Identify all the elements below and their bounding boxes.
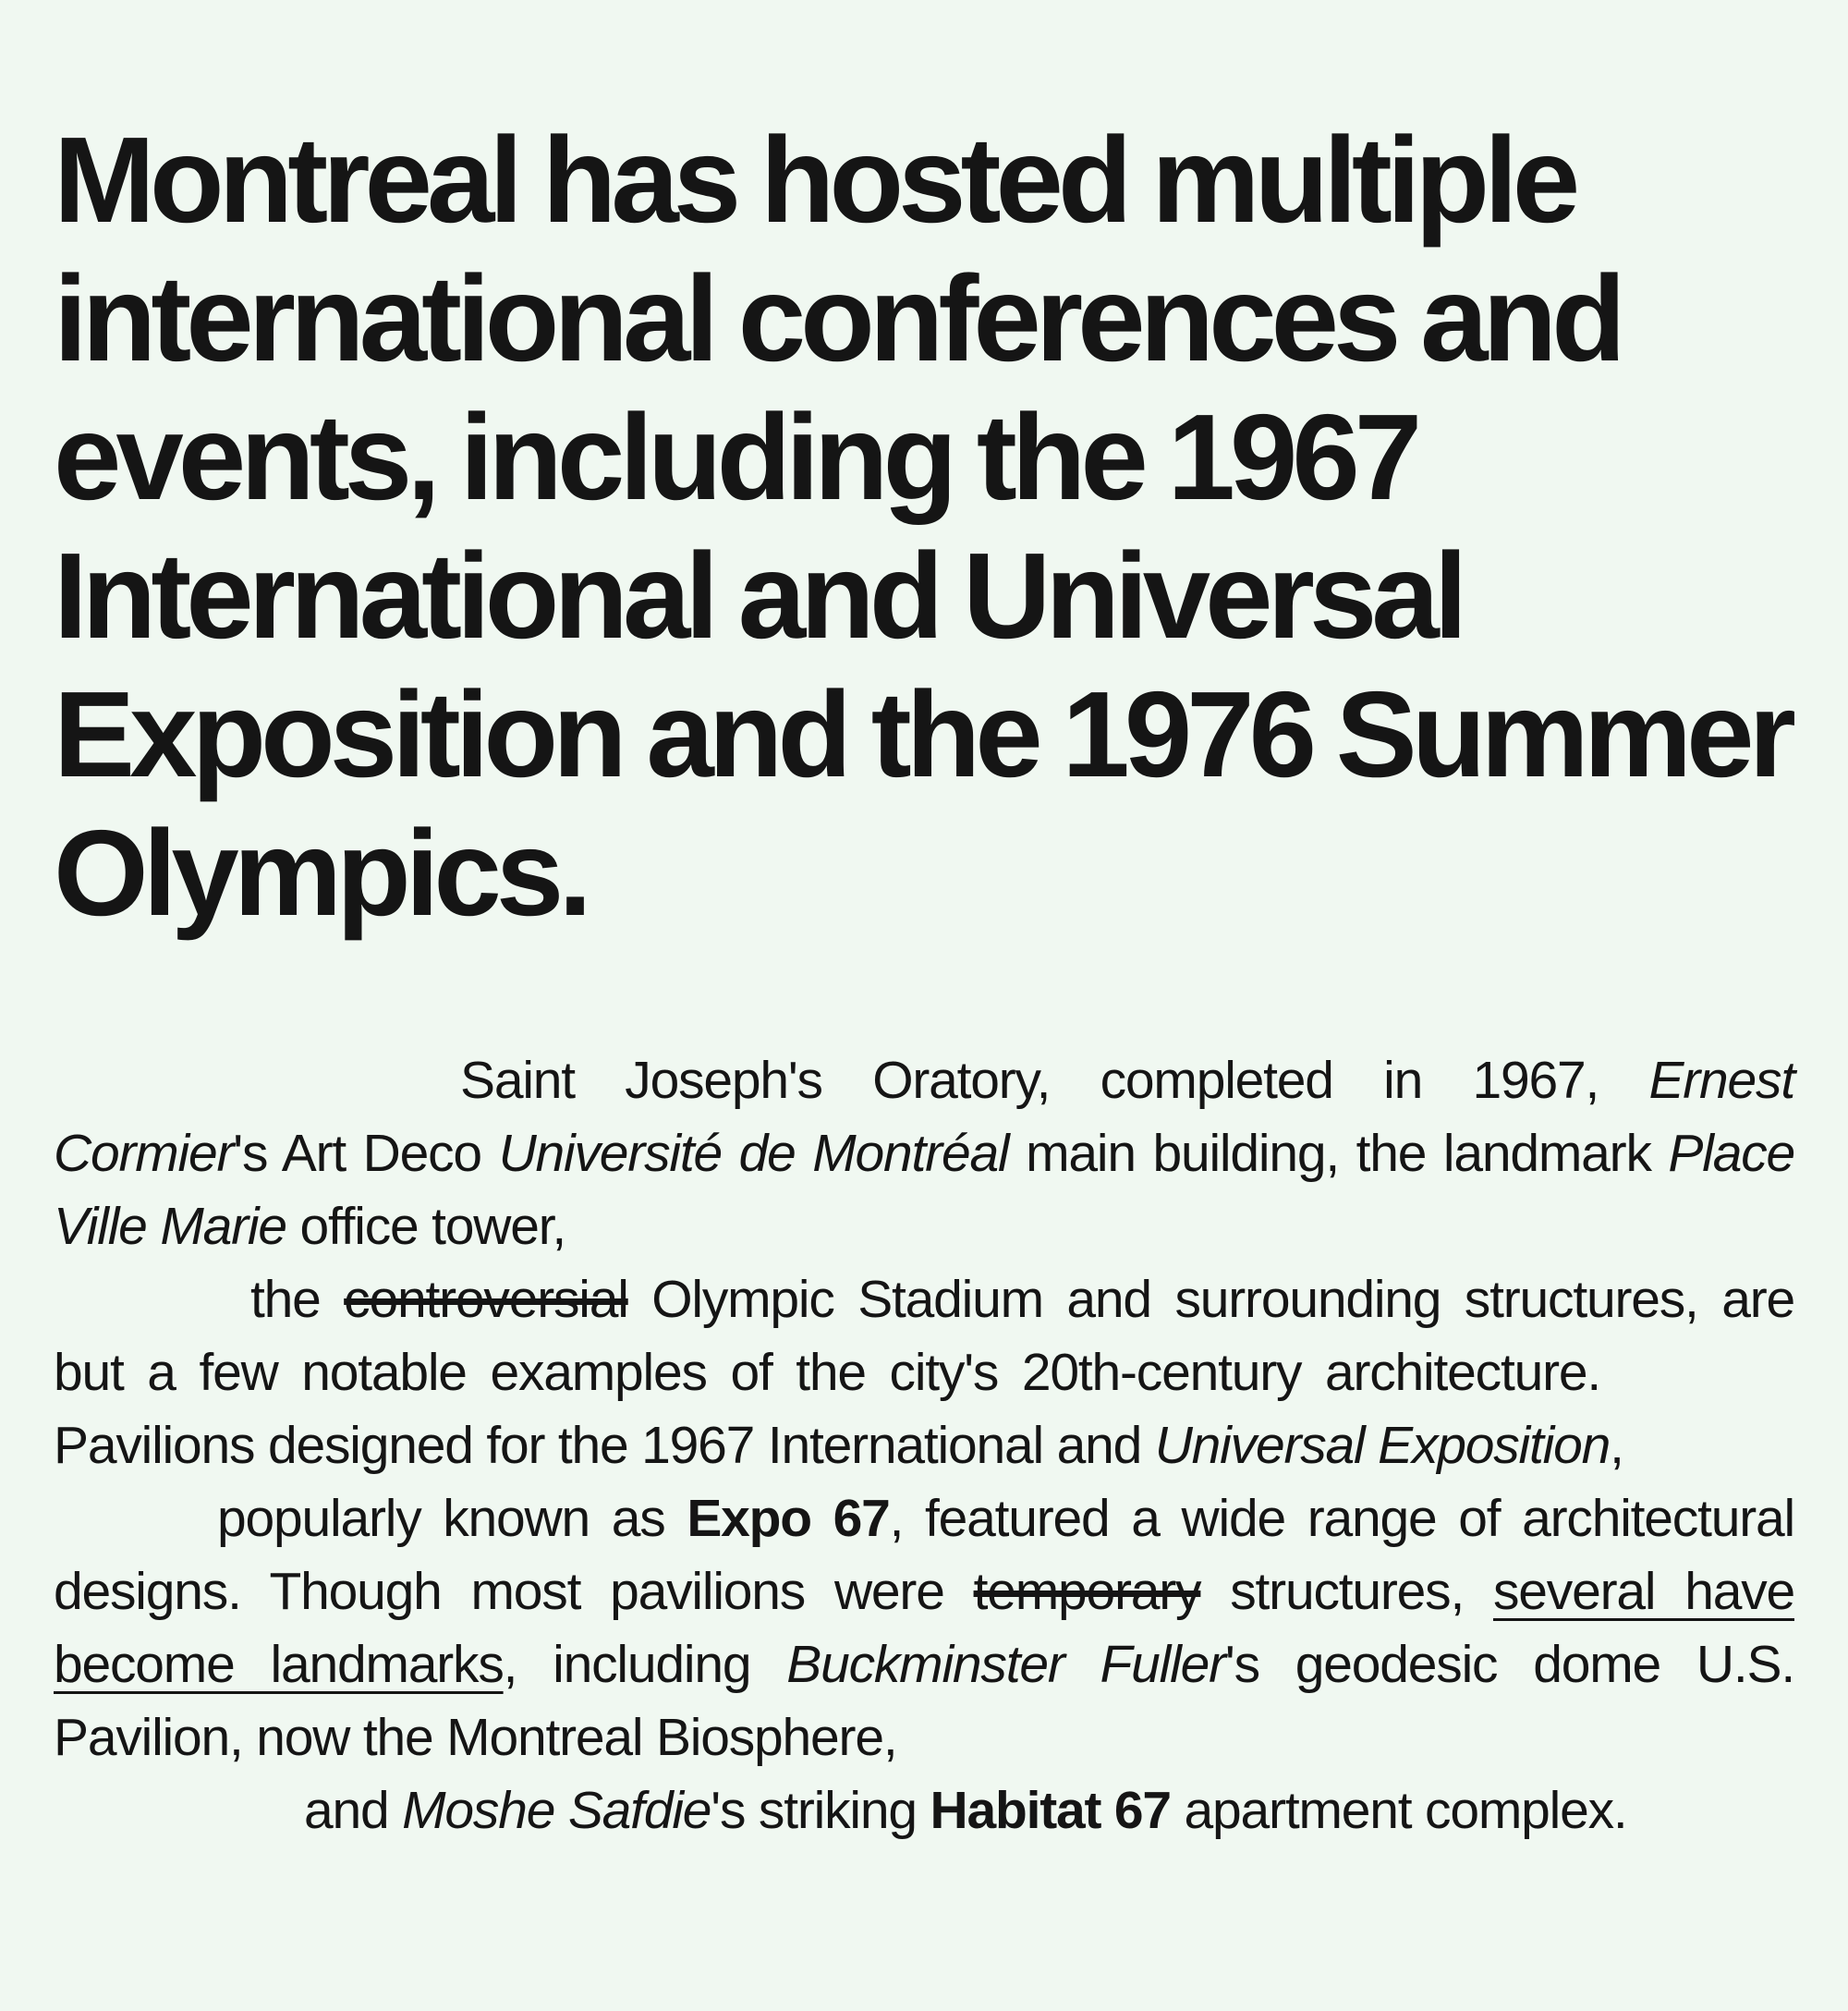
- struck-word: controversial: [344, 1270, 628, 1329]
- text-run: , featured a wide range of architectural designs. Though most pavilions were: [54, 1489, 1794, 1621]
- italic-name: Ernest Cormier: [54, 1051, 1794, 1183]
- text-run: and: [304, 1781, 403, 1840]
- headline: Montreal has hosted multiple international conferences and events, including the 1967 International and Universal Exposition and the 1976 Summer Olympics.: [54, 112, 1791, 941]
- underlined-phrase: several have become landmarks: [54, 1562, 1794, 1694]
- text-run: popularly known as: [217, 1489, 687, 1548]
- text-run: 's striking: [711, 1781, 930, 1840]
- text-run: Pavilions designed for the 1967 International and: [54, 1416, 1155, 1475]
- bold-term: Expo 67: [687, 1489, 890, 1548]
- italic-name: Buckminster Fuller: [786, 1635, 1225, 1694]
- paragraph-3: [54, 1482, 1794, 1774]
- bold-term: Habitat 67: [930, 1781, 1171, 1840]
- text-run: Olympic Stadium and surrounding structures, are but a few notable examples of the city's 20th-century architecture.: [54, 1270, 1794, 1402]
- paragraph-4: [54, 1774, 1794, 1847]
- italic-name: Université de Montréal: [498, 1124, 1009, 1183]
- text-run: the: [250, 1270, 345, 1329]
- text-run: main building, the landmark: [1008, 1124, 1669, 1183]
- text-run: office tower,: [286, 1197, 566, 1256]
- italic-name: Place Ville Marie: [54, 1124, 1794, 1256]
- text-run: 's Art Deco: [233, 1124, 499, 1183]
- struck-word: temporary: [973, 1562, 1201, 1621]
- paragraph-2: [54, 1263, 1794, 1482]
- text-run: ,: [1610, 1416, 1623, 1475]
- text-run: structures,: [1200, 1562, 1493, 1621]
- text-run: , including: [503, 1635, 787, 1694]
- body-text: [54, 1044, 1794, 1847]
- paragraph-1: [54, 1044, 1794, 1263]
- text-run: 's geodesic dome U.S. Pavilion, now the Montreal Biosphere,: [54, 1635, 1794, 1767]
- text-run: apartment complex.: [1170, 1781, 1627, 1840]
- italic-name: Moshe Safdie: [402, 1781, 711, 1840]
- italic-name: Universal Exposition: [1154, 1416, 1611, 1475]
- text-run: Saint Joseph's Oratory, completed in 1967,: [460, 1051, 1649, 1110]
